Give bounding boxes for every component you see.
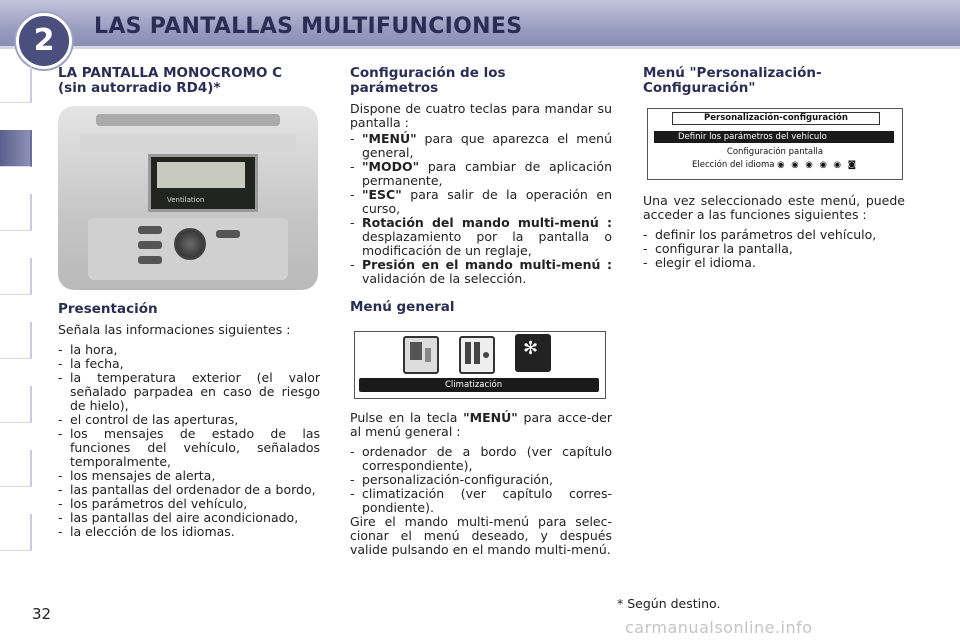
chapter-tabs bbox=[0, 66, 34, 576]
personalization-intro: Una vez seleccionado este menú, puede acceder a las funciones siguientes : bbox=[643, 193, 905, 222]
column-configuration bbox=[350, 66, 612, 557]
footnote: * Según destino. bbox=[617, 596, 721, 611]
list-item: - las pantallas del aire acondicionado, bbox=[58, 511, 320, 525]
section-title-line1: LA PANTALLA MONOCROMO C bbox=[58, 65, 283, 81]
presentacion-list bbox=[58, 343, 320, 539]
list-item: - Presión en el mando multi-menú : validación de la selección. bbox=[350, 258, 612, 286]
language-flag-icons: ◉ ◉ ◉ ◉ ◉ ◙ bbox=[777, 160, 858, 170]
list-item: - los parámetros del vehículo, bbox=[58, 497, 320, 511]
chapter-tab-8[interactable] bbox=[0, 514, 32, 551]
air-conditioning-icon: ✻ bbox=[515, 334, 551, 372]
screen-selected-row: Definir los parámetros del vehículo bbox=[654, 131, 894, 143]
list-item: - la fecha, bbox=[58, 357, 320, 371]
list-item: - la temperatura exterior (el valor señalado parpadea en caso de riesgo de hielo), bbox=[58, 371, 320, 413]
chapter-number-badge: 2 bbox=[16, 13, 72, 69]
closing-paragraph: Gire el mando multi-menú para selec-cionar el menú deseado, y después valide pulsando en el mando multi-menú. bbox=[350, 514, 612, 557]
column-personalization bbox=[643, 66, 905, 270]
personalization-icon bbox=[459, 336, 495, 374]
header-divider bbox=[0, 46, 960, 49]
list-item: - personalización-configuración, bbox=[350, 473, 612, 487]
chapter-tab-4[interactable] bbox=[0, 258, 32, 295]
list-item: - Rotación del mando multi-menú : desplazamiento por la pantalla o modificación de un reglaje, bbox=[350, 216, 612, 258]
dashboard-panel-photo bbox=[58, 106, 318, 290]
presentacion-intro: Señala las informaciones siguientes : bbox=[58, 322, 291, 337]
presentacion-title: Presentación bbox=[58, 301, 158, 317]
computer-icon bbox=[403, 336, 439, 374]
chapter-tab-2-active[interactable] bbox=[0, 130, 32, 167]
screen-row-display: Configuración pantalla bbox=[726, 147, 824, 157]
watermark: carmanualsonline.info bbox=[625, 618, 813, 637]
panel-lcd-screen bbox=[148, 154, 258, 212]
personalization-list bbox=[643, 228, 905, 270]
chapter-tab-1[interactable] bbox=[0, 66, 32, 103]
screen-title: Personalización-configuración bbox=[672, 112, 880, 125]
personalization-screen bbox=[647, 108, 903, 180]
config-title-line2: parámetros bbox=[350, 80, 439, 96]
list-item: - las pantallas del ordenador de a bordo, bbox=[58, 483, 320, 497]
list-item: - definir los parámetros del vehículo, bbox=[643, 228, 905, 242]
list-item: - el control de las aperturas, bbox=[58, 413, 320, 427]
chapter-tab-3[interactable] bbox=[0, 194, 32, 231]
list-item: - los mensajes de estado de las funciones del vehículo, señalados temporalmente, bbox=[58, 427, 320, 469]
panel-button-mid-left[interactable] bbox=[138, 241, 162, 249]
config-intro: Dispone de cuatro teclas para mandar su pantalla : bbox=[350, 101, 612, 130]
list-item: - la hora, bbox=[58, 343, 320, 357]
config-list bbox=[350, 132, 612, 286]
panel-lcd-label: Ventilation bbox=[167, 196, 205, 204]
section-title-line2: (sin autorradio RD4)* bbox=[58, 80, 221, 96]
column-monochrome-screen bbox=[58, 66, 320, 539]
menu-screen-label-bar bbox=[359, 378, 599, 392]
menu-general-list bbox=[350, 445, 612, 515]
personalization-title-line1: Menú "Personalización- bbox=[643, 65, 822, 81]
list-item: - la elección de los idiomas. bbox=[58, 525, 320, 539]
page-number: 32 bbox=[32, 605, 52, 623]
menu-general-title: Menú general bbox=[350, 299, 455, 315]
screen-row-language: Elección del idioma ◉ ◉ ◉ ◉ ◉ ◙ bbox=[691, 160, 858, 170]
chapter-tab-7[interactable] bbox=[0, 450, 32, 487]
menu-general-screen bbox=[354, 331, 606, 399]
list-item: - "MENÚ" para que aparezca el menú general, bbox=[350, 132, 612, 160]
list-item: - ordenador de a bordo (ver capítulo correspondiente), bbox=[350, 445, 612, 473]
panel-button-top-left[interactable] bbox=[138, 226, 162, 234]
chapter-tab-5[interactable] bbox=[0, 322, 32, 359]
list-item: - "MODO" para cambiar de aplicación permanente, bbox=[350, 160, 612, 188]
menu-screen-label: Climatización bbox=[445, 380, 503, 390]
list-item: - "ESC" para salir de la operación en curso, bbox=[350, 188, 612, 216]
chapter-title: LAS PANTALLAS MULTIFUNCIONES bbox=[94, 14, 523, 39]
pulse-instruction: Pulse en la tecla "MENÚ" para acce-der al menú general : bbox=[350, 410, 612, 439]
list-item: - los mensajes de alerta, bbox=[58, 469, 320, 483]
personalization-title-line2: Configuración" bbox=[643, 80, 756, 96]
panel-button-bottom-left[interactable] bbox=[138, 256, 162, 264]
config-title-line1: Configuración de los bbox=[350, 65, 506, 81]
list-item: - climatización (ver capítulo corres-pondiente). bbox=[350, 487, 612, 515]
chapter-tab-6[interactable] bbox=[0, 386, 32, 423]
list-item: - elegir el idioma. bbox=[643, 256, 905, 270]
list-item: - configurar la pantalla, bbox=[643, 242, 905, 256]
multi-menu-dial-icon[interactable] bbox=[174, 228, 206, 260]
panel-button-right[interactable] bbox=[216, 230, 240, 238]
